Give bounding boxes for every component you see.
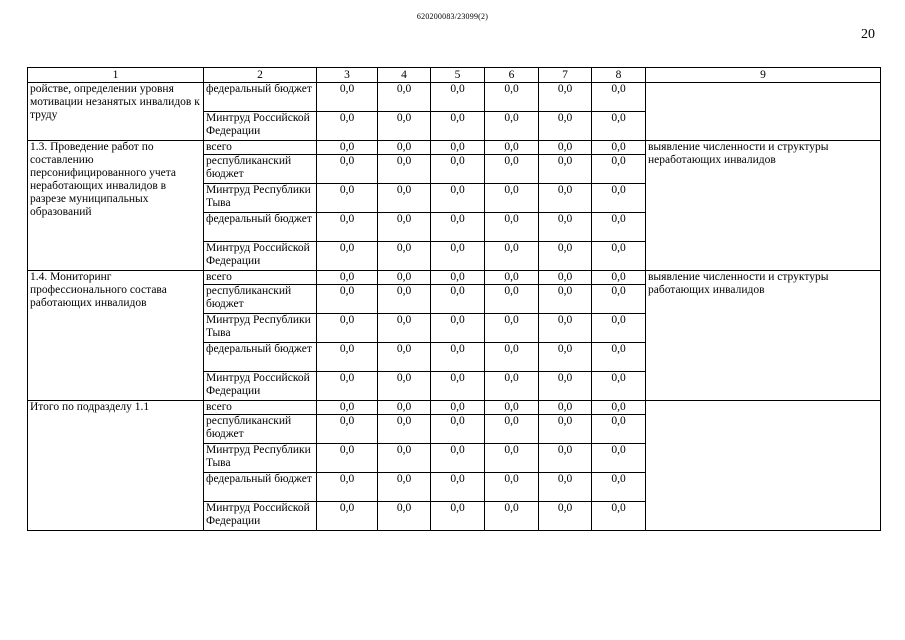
funding-source-cell: всего bbox=[204, 141, 317, 155]
amount-cell: 0,0 bbox=[317, 213, 378, 242]
amount-cell: 0,0 bbox=[592, 83, 646, 112]
amount-cell: 0,0 bbox=[431, 372, 485, 401]
table-row bbox=[28, 141, 881, 155]
amount-cell: 0,0 bbox=[592, 444, 646, 473]
column-number-header: 5 bbox=[431, 68, 485, 83]
amount-cell: 0,0 bbox=[317, 242, 378, 271]
amount-cell: 0,0 bbox=[539, 112, 592, 141]
expected-result-cell: выявление численности и структуры работающих инвалидов bbox=[646, 271, 881, 401]
funding-source-cell: Минтруд Российской Федерации bbox=[204, 112, 317, 141]
amount-cell: 0,0 bbox=[378, 473, 431, 502]
amount-cell: 0,0 bbox=[317, 444, 378, 473]
amount-cell: 0,0 bbox=[539, 155, 592, 184]
expected-result-cell: выявление численности и структуры неработающих инвалидов bbox=[646, 141, 881, 271]
amount-cell: 0,0 bbox=[485, 184, 539, 213]
amount-cell: 0,0 bbox=[539, 444, 592, 473]
amount-cell: 0,0 bbox=[539, 213, 592, 242]
amount-cell: 0,0 bbox=[317, 155, 378, 184]
amount-cell: 0,0 bbox=[431, 213, 485, 242]
document-code: 620200083/23099(2) bbox=[416, 12, 489, 21]
column-number-header: 1 bbox=[28, 68, 204, 83]
amount-cell: 0,0 bbox=[317, 271, 378, 285]
amount-cell: 0,0 bbox=[378, 83, 431, 112]
amount-cell: 0,0 bbox=[539, 502, 592, 531]
amount-cell: 0,0 bbox=[431, 401, 485, 415]
amount-cell: 0,0 bbox=[431, 502, 485, 531]
amount-cell: 0,0 bbox=[378, 271, 431, 285]
amount-cell: 0,0 bbox=[592, 372, 646, 401]
amount-cell: 0,0 bbox=[539, 141, 592, 155]
amount-cell: 0,0 bbox=[539, 372, 592, 401]
activity-cell: 1.3. Проведение работ по составлению персонифицированного учета неработающих инвалидов в разрезе муниципальных образований bbox=[28, 141, 204, 271]
column-number-header: 6 bbox=[485, 68, 539, 83]
funding-source-cell: федеральный бюджет bbox=[204, 213, 317, 242]
amount-cell: 0,0 bbox=[378, 141, 431, 155]
column-number-header: 4 bbox=[378, 68, 431, 83]
amount-cell: 0,0 bbox=[539, 314, 592, 343]
amount-cell: 0,0 bbox=[431, 155, 485, 184]
page-number: 20 bbox=[861, 27, 875, 42]
amount-cell: 0,0 bbox=[431, 141, 485, 155]
amount-cell: 0,0 bbox=[317, 401, 378, 415]
budget-table bbox=[27, 67, 881, 531]
table-row bbox=[28, 401, 881, 415]
funding-source-cell: республиканский бюджет bbox=[204, 415, 317, 444]
funding-source-cell: Минтруд Российской Федерации bbox=[204, 502, 317, 531]
amount-cell: 0,0 bbox=[485, 401, 539, 415]
amount-cell: 0,0 bbox=[485, 242, 539, 271]
funding-source-cell: федеральный бюджет bbox=[204, 343, 317, 372]
amount-cell: 0,0 bbox=[592, 271, 646, 285]
expected-result-cell bbox=[646, 83, 881, 141]
amount-cell: 0,0 bbox=[539, 401, 592, 415]
amount-cell: 0,0 bbox=[378, 401, 431, 415]
amount-cell: 0,0 bbox=[485, 415, 539, 444]
funding-source-cell: республиканский бюджет bbox=[204, 155, 317, 184]
amount-cell: 0,0 bbox=[485, 141, 539, 155]
amount-cell: 0,0 bbox=[431, 83, 485, 112]
amount-cell: 0,0 bbox=[431, 285, 485, 314]
amount-cell: 0,0 bbox=[539, 473, 592, 502]
amount-cell: 0,0 bbox=[378, 242, 431, 271]
amount-cell: 0,0 bbox=[485, 285, 539, 314]
amount-cell: 0,0 bbox=[431, 444, 485, 473]
funding-source-cell: всего bbox=[204, 401, 317, 415]
activity-cell: ройстве, определении уровня мотивации незанятых инвалидов к труду bbox=[28, 83, 204, 141]
amount-cell: 0,0 bbox=[539, 343, 592, 372]
funding-source-cell: Минтруд Российской Федерации bbox=[204, 242, 317, 271]
amount-cell: 0,0 bbox=[317, 141, 378, 155]
amount-cell: 0,0 bbox=[485, 473, 539, 502]
column-number-header: 9 bbox=[646, 68, 881, 83]
amount-cell: 0,0 bbox=[431, 314, 485, 343]
amount-cell: 0,0 bbox=[378, 314, 431, 343]
amount-cell: 0,0 bbox=[592, 343, 646, 372]
activity-cell: 1.4. Мониторинг профессионального состава работающих инвалидов bbox=[28, 271, 204, 401]
amount-cell: 0,0 bbox=[539, 271, 592, 285]
amount-cell: 0,0 bbox=[539, 83, 592, 112]
amount-cell: 0,0 bbox=[592, 155, 646, 184]
funding-source-cell: Минтруд Российской Федерации bbox=[204, 372, 317, 401]
amount-cell: 0,0 bbox=[317, 314, 378, 343]
funding-source-cell: Минтруд Республики Тыва bbox=[204, 444, 317, 473]
amount-cell: 0,0 bbox=[539, 242, 592, 271]
amount-cell: 0,0 bbox=[485, 314, 539, 343]
amount-cell: 0,0 bbox=[317, 112, 378, 141]
amount-cell: 0,0 bbox=[539, 415, 592, 444]
column-number-header: 3 bbox=[317, 68, 378, 83]
amount-cell: 0,0 bbox=[539, 285, 592, 314]
funding-source-cell: федеральный бюджет bbox=[204, 473, 317, 502]
expected-result-cell bbox=[646, 401, 881, 531]
column-number-header: 2 bbox=[204, 68, 317, 83]
amount-cell: 0,0 bbox=[378, 343, 431, 372]
amount-cell: 0,0 bbox=[485, 271, 539, 285]
funding-source-cell: Минтруд Республики Тыва bbox=[204, 184, 317, 213]
amount-cell: 0,0 bbox=[485, 155, 539, 184]
amount-cell: 0,0 bbox=[592, 314, 646, 343]
amount-cell: 0,0 bbox=[592, 401, 646, 415]
amount-cell: 0,0 bbox=[431, 473, 485, 502]
amount-cell: 0,0 bbox=[592, 112, 646, 141]
amount-cell: 0,0 bbox=[592, 415, 646, 444]
amount-cell: 0,0 bbox=[431, 271, 485, 285]
amount-cell: 0,0 bbox=[485, 83, 539, 112]
funding-source-cell: республиканский бюджет bbox=[204, 285, 317, 314]
amount-cell: 0,0 bbox=[431, 184, 485, 213]
table-row bbox=[28, 271, 881, 285]
amount-cell: 0,0 bbox=[378, 415, 431, 444]
amount-cell: 0,0 bbox=[378, 285, 431, 314]
amount-cell: 0,0 bbox=[592, 184, 646, 213]
amount-cell: 0,0 bbox=[592, 141, 646, 155]
amount-cell: 0,0 bbox=[592, 502, 646, 531]
funding-source-cell: всего bbox=[204, 271, 317, 285]
activity-cell: Итого по подразделу 1.1 bbox=[28, 401, 204, 531]
amount-cell: 0,0 bbox=[317, 184, 378, 213]
table-row bbox=[28, 83, 881, 112]
amount-cell: 0,0 bbox=[317, 473, 378, 502]
amount-cell: 0,0 bbox=[592, 285, 646, 314]
amount-cell: 0,0 bbox=[378, 184, 431, 213]
amount-cell: 0,0 bbox=[378, 372, 431, 401]
amount-cell: 0,0 bbox=[539, 184, 592, 213]
amount-cell: 0,0 bbox=[592, 473, 646, 502]
amount-cell: 0,0 bbox=[317, 83, 378, 112]
funding-source-cell: федеральный бюджет bbox=[204, 83, 317, 112]
amount-cell: 0,0 bbox=[485, 372, 539, 401]
amount-cell: 0,0 bbox=[378, 444, 431, 473]
column-number-header: 7 bbox=[539, 68, 592, 83]
amount-cell: 0,0 bbox=[431, 112, 485, 141]
amount-cell: 0,0 bbox=[378, 155, 431, 184]
amount-cell: 0,0 bbox=[485, 343, 539, 372]
amount-cell: 0,0 bbox=[485, 112, 539, 141]
amount-cell: 0,0 bbox=[431, 343, 485, 372]
amount-cell: 0,0 bbox=[378, 213, 431, 242]
amount-cell: 0,0 bbox=[485, 444, 539, 473]
column-number-header: 8 bbox=[592, 68, 646, 83]
amount-cell: 0,0 bbox=[431, 415, 485, 444]
funding-source-cell: Минтруд Республики Тыва bbox=[204, 314, 317, 343]
amount-cell: 0,0 bbox=[317, 372, 378, 401]
amount-cell: 0,0 bbox=[317, 343, 378, 372]
amount-cell: 0,0 bbox=[378, 112, 431, 141]
amount-cell: 0,0 bbox=[592, 213, 646, 242]
amount-cell: 0,0 bbox=[431, 242, 485, 271]
amount-cell: 0,0 bbox=[378, 502, 431, 531]
amount-cell: 0,0 bbox=[485, 502, 539, 531]
amount-cell: 0,0 bbox=[317, 502, 378, 531]
amount-cell: 0,0 bbox=[317, 285, 378, 314]
amount-cell: 0,0 bbox=[317, 415, 378, 444]
amount-cell: 0,0 bbox=[485, 213, 539, 242]
amount-cell: 0,0 bbox=[592, 242, 646, 271]
column-number-row bbox=[28, 68, 881, 83]
